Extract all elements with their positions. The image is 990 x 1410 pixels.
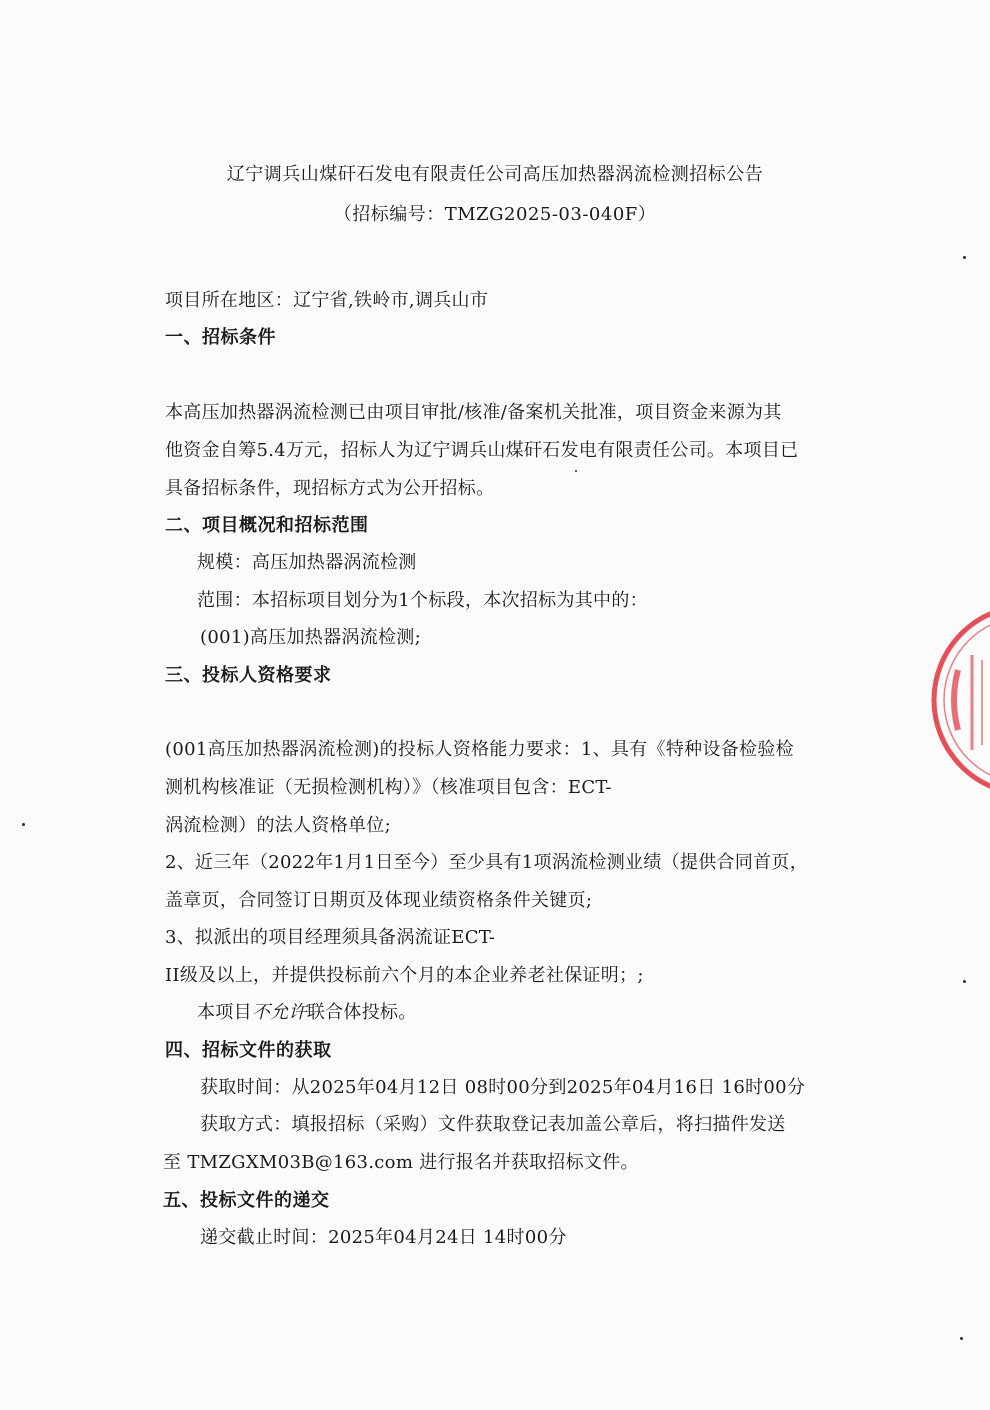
- section-2-lot: (001)高压加热器涡流检测;: [200, 627, 421, 648]
- section-2-heading: 二、项目概况和招标范围: [165, 515, 369, 536]
- section-1-line-1: 本高压加热器涡流检测已由项目审批/核准/备案机关批准，项目资金来源为其: [165, 402, 782, 423]
- document-title: 辽宁调兵山煤矸石发电有限责任公司高压加热器涡流检测招标公告: [226, 164, 764, 185]
- scan-speck: [22, 823, 25, 826]
- section-3-line-3: 涡流检测）的法人资格单位;: [165, 815, 391, 836]
- section-1-line-3: 具备招标条件，现招标方式为公开招标。: [165, 478, 495, 499]
- section-3-line-1: (001高压加热器涡流检测)的投标人资格能力要求：1、具有《特种设备检验检: [165, 739, 794, 760]
- scan-speck: [963, 256, 966, 259]
- section-5-deadline: 递交截止时间：2025年04月24日 14时00分: [200, 1227, 567, 1248]
- section-4-time: 获取时间：从2025年04月12日 08时00分到2025年04月16日 16时00分: [200, 1077, 806, 1098]
- section-1-heading: 一、招标条件: [165, 327, 276, 348]
- section-3-line-7: II级及以上，并提供投标前六个月的本企业养老社保证明；;: [165, 965, 644, 986]
- section-2-scale: 规模：高压加热器涡流检测: [197, 552, 417, 573]
- section-2-scope: 范围：本招标项目划分为1个标段，本次招标为其中的：: [197, 590, 648, 611]
- consortium-note: [197, 998, 417, 1024]
- consortium-prefix: 本项目: [197, 1002, 252, 1023]
- section-3-heading: 三、投标人资格要求: [165, 665, 332, 686]
- tender-code: （招标编号：TMZG2025-03-040F）: [333, 204, 657, 225]
- section-5-heading: 五、投标文件的递交: [163, 1190, 330, 1211]
- section-3-line-6: 3、拟派出的项目经理须具备涡流证ECT-: [165, 927, 496, 948]
- section-3-line-5: 盖章页，合同签订日期页及体现业绩资格条件关键页;: [165, 890, 593, 911]
- scan-speck: [963, 980, 966, 983]
- section-4-email-line: 至 TMZGXM03B@163.com 进行报名并获取招标文件。: [163, 1152, 639, 1173]
- section-1-line-2: 他资金自筹5.4万元，招标人为辽宁调兵山煤矸石发电有限责任公司。本项目已: [165, 440, 799, 461]
- project-location: 项目所在地区：辽宁省,铁岭市,调兵山市: [165, 290, 489, 311]
- section-3-line-4: 2、近三年（2022年1月1日至今）至少具有1项涡流检测业绩（提供合同首页，: [165, 852, 809, 873]
- section-4-method: 获取方式：填报招标（采购）文件获取登记表加盖公章后，将扫描件发送: [200, 1114, 786, 1135]
- red-company-seal-icon: [928, 600, 990, 800]
- scan-speck: [575, 470, 577, 472]
- consortium-emphasis: 不允许: [251, 1002, 307, 1023]
- section-3-line-2: 测机构核准证（无损检测机构）》（核准项目包含：ECT-: [165, 777, 612, 798]
- scan-speck: [960, 1337, 963, 1340]
- section-4-heading: 四、招标文件的获取: [165, 1040, 332, 1061]
- consortium-suffix: 联合体投标。: [306, 1002, 417, 1023]
